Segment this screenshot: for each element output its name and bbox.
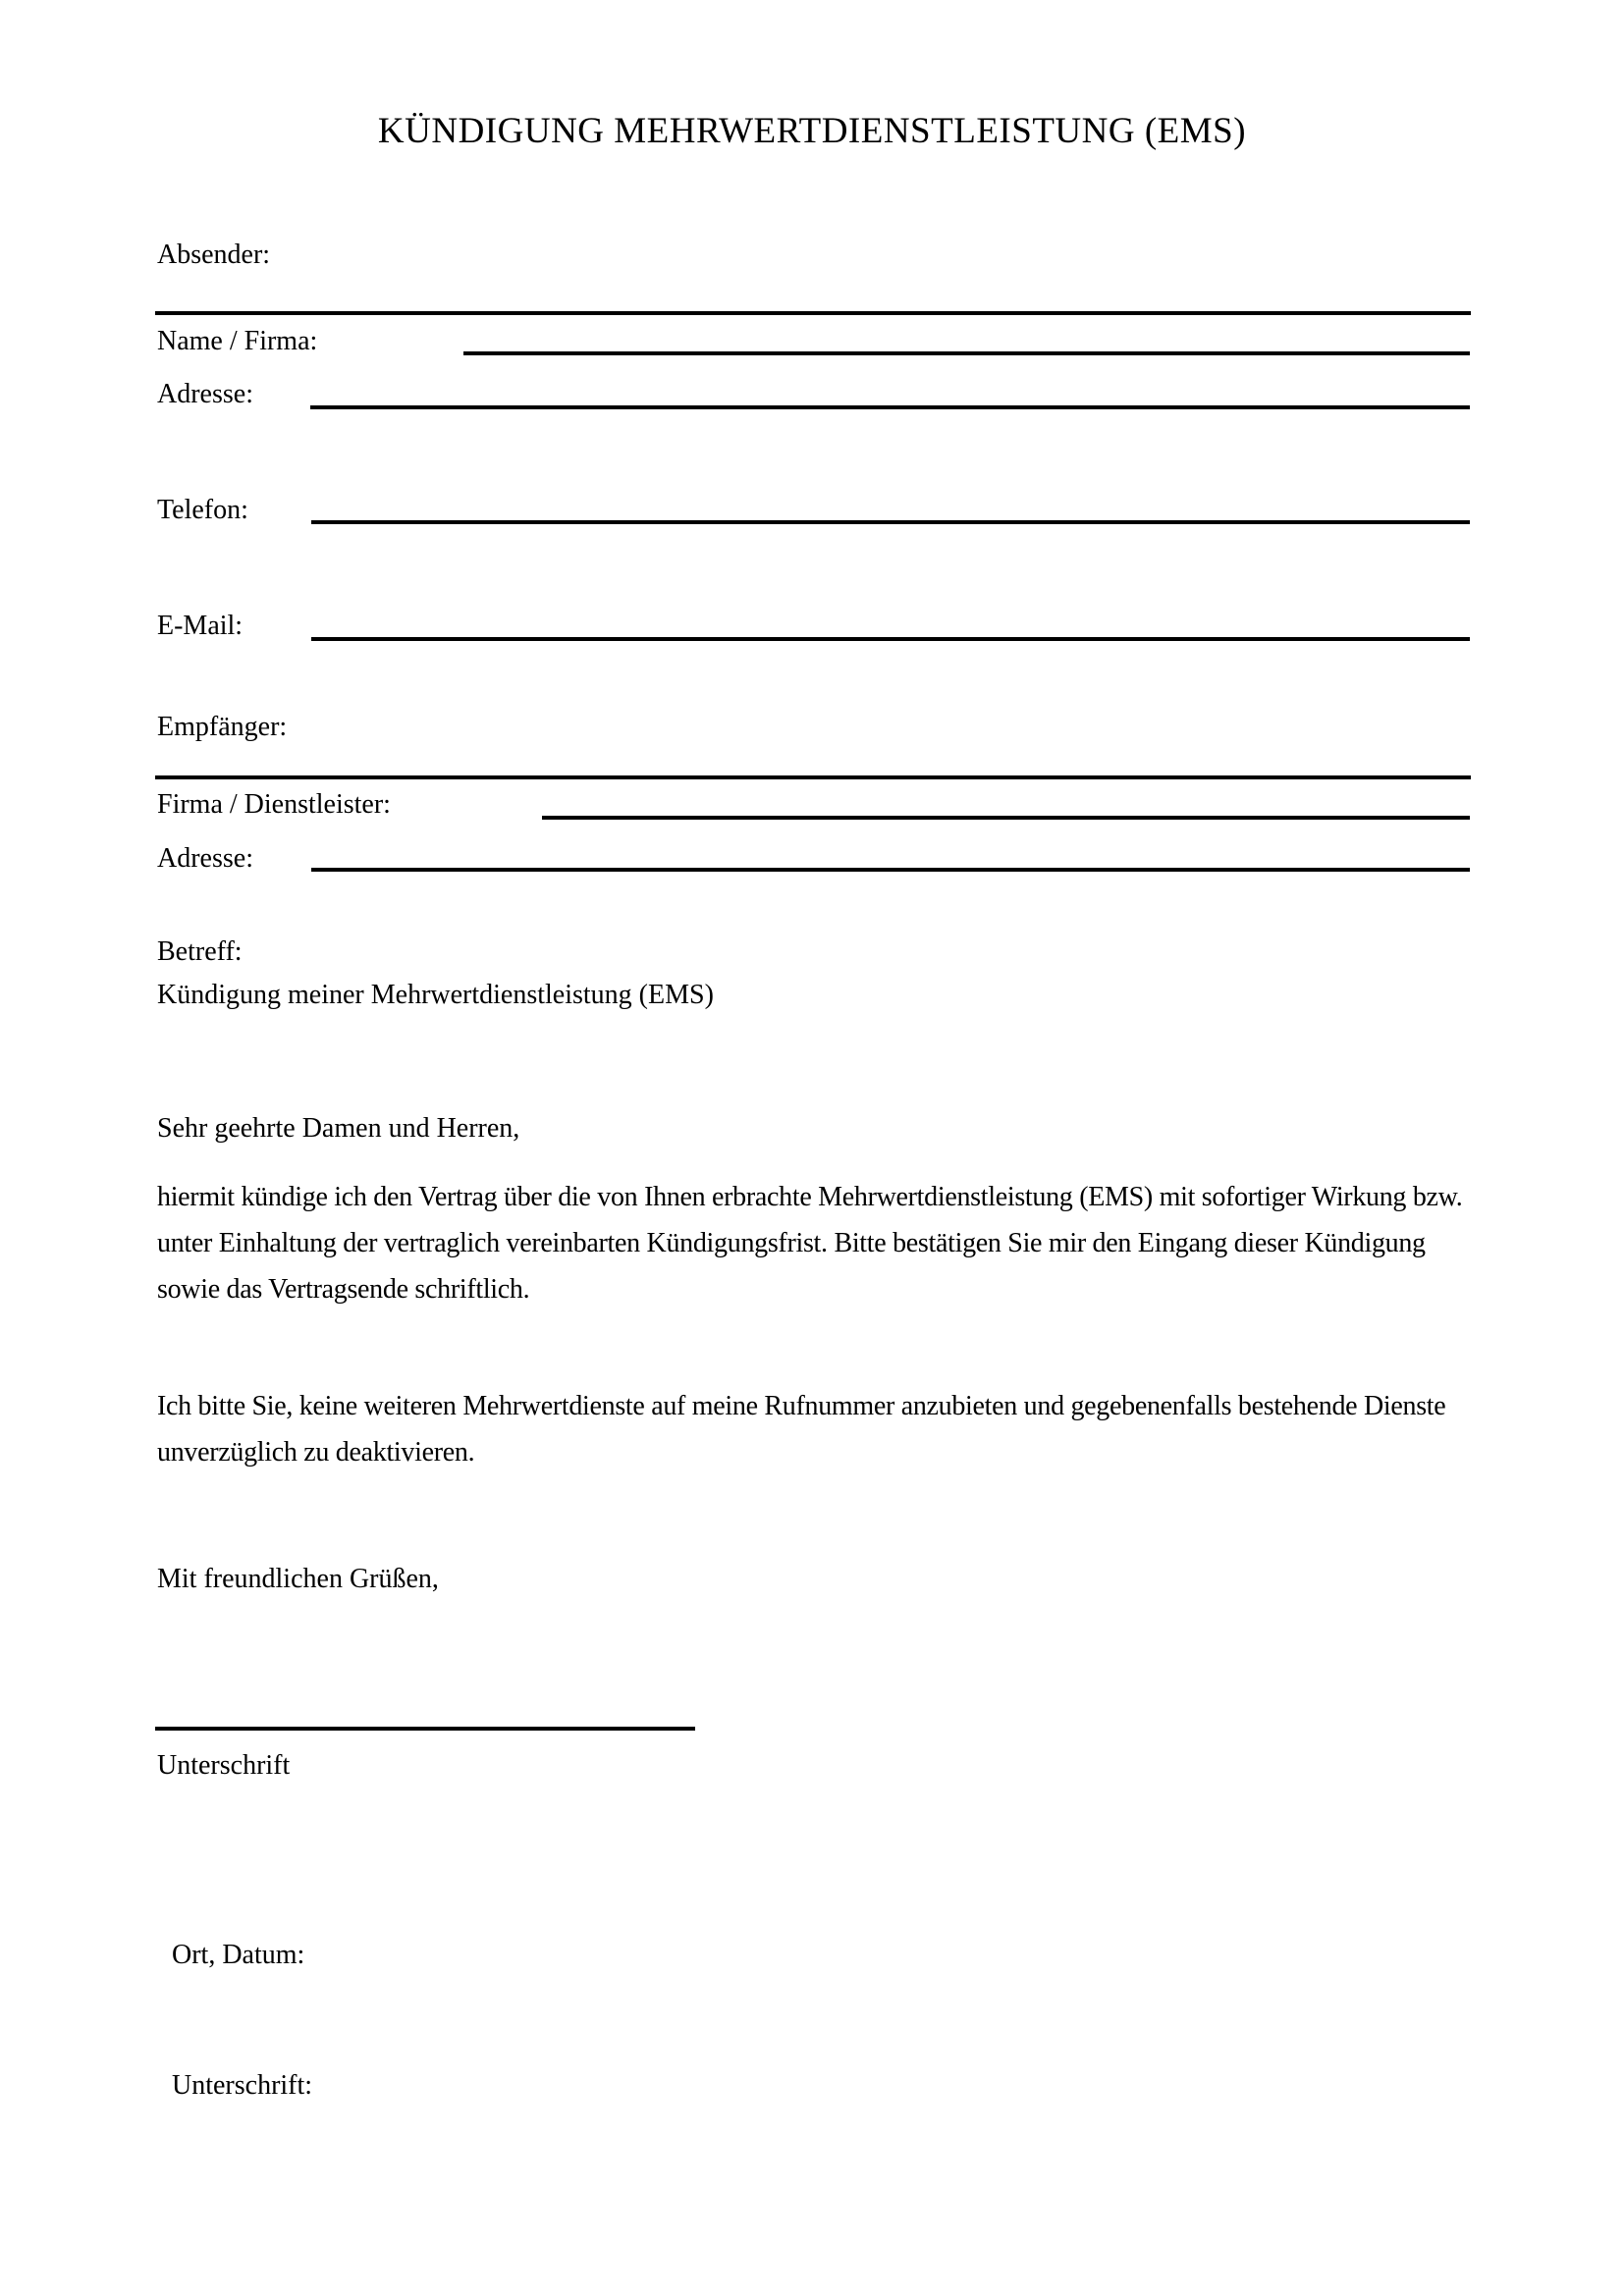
- signature-field-line[interactable]: [155, 1727, 695, 1731]
- recipient-address-field-line[interactable]: [311, 868, 1470, 872]
- signature-caption: Unterschrift: [157, 1750, 291, 1781]
- sender-name-label: Name / Firma:: [157, 326, 318, 356]
- recipient-divider-line: [155, 775, 1471, 779]
- sender-address-label: Adresse:: [157, 379, 253, 409]
- sender-address-field-line[interactable]: [310, 405, 1470, 409]
- recipient-heading: Empfänger:: [157, 712, 288, 742]
- sender-phone-label: Telefon:: [157, 495, 248, 525]
- recipient-address-label: Adresse:: [157, 843, 253, 874]
- sender-email-label: E-Mail:: [157, 611, 244, 641]
- document-title: KÜNDIGUNG MEHRWERTDIENSTLEISTUNG (EMS): [377, 111, 1247, 151]
- recipient-company-label: Firma / Dienstleister:: [157, 789, 391, 820]
- body-paragraph-2: Ich bitte Sie, keine weiteren Mehrwertdienste auf meine Rufnummer anzubieten und gegebenenfalls bestehende Dienste unverzüglich zu deaktivieren.: [157, 1391, 1446, 1468]
- subject-label: Betreff:: [157, 936, 243, 967]
- body-paragraph-1: hiermit kündige ich den Vertrag über die von Ihnen erbrachte Mehrwertdienstleistung (EMS) mit sofortiger Wirkung bzw. unter Einhaltung der vertraglich vereinbarten Kündigungsfrist. Bitte bestätigen Sie mir den Eingang dieser Kündigung sowie das Vertragsende schriftlich.: [157, 1182, 1463, 1305]
- sender-divider-line: [155, 311, 1471, 315]
- closing-text: Mit freundlichen Grüßen,: [157, 1564, 439, 1594]
- recipient-company-field-line[interactable]: [542, 816, 1470, 820]
- signature-label-bottom: Unterschrift:: [172, 2070, 313, 2101]
- subject-value: Kündigung meiner Mehrwertdienstleistung (EMS): [157, 980, 714, 1010]
- sender-phone-field-line[interactable]: [311, 520, 1470, 524]
- salutation-text: Sehr geehrte Damen und Herren,: [157, 1113, 520, 1144]
- sender-name-field-line[interactable]: [463, 351, 1470, 355]
- sender-heading: Absender:: [157, 240, 271, 270]
- place-date-label: Ort, Datum:: [172, 1940, 305, 1970]
- sender-email-field-line[interactable]: [311, 637, 1470, 641]
